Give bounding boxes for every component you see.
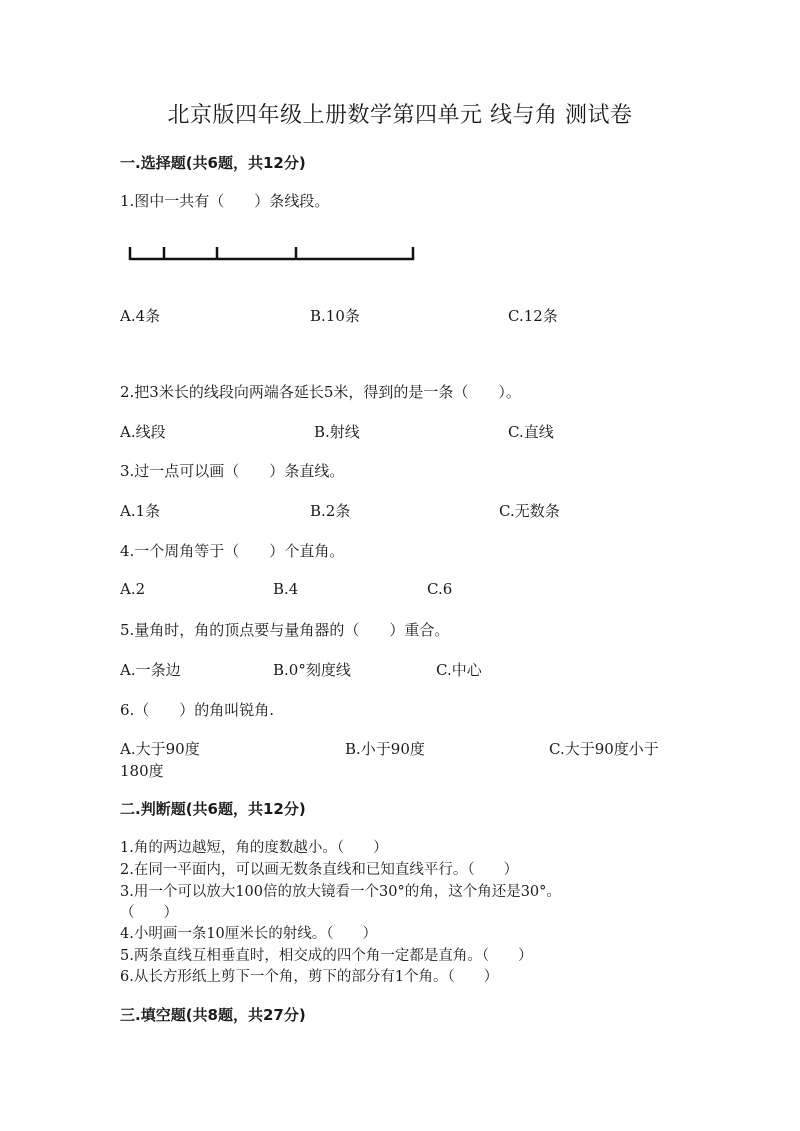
question-3: 3.过一点可以画（ ）条直线。 [120,462,345,480]
line-segment-figure [128,242,418,266]
judge-item-2: 2.在同一平面内，可以画无数条直线和已知直线平行。（ ） [120,862,519,878]
judge-item-3-bracket: （ ） [120,905,178,921]
q4-option-b[interactable]: B.4 [273,580,299,598]
q4-option-a[interactable]: A.2 [120,580,146,598]
section-heading-judge: 二.判断题(共6题，共12分) [120,800,306,818]
judge-item-1: 1.角的两边越短，角的度数越小。（ ） [120,840,388,856]
q3-option-c[interactable]: C.无数条 [499,502,560,520]
question-1: 1.图中一共有（ ）条线段。 [120,192,330,210]
q6-option-c-continued: 180度 [120,762,164,780]
judge-item-6: 6.从长方形纸上剪下一个角，剪下的部分有1个角。（ ） [120,969,499,985]
q1-option-c[interactable]: C.12条 [508,307,558,325]
q2-option-c[interactable]: C.直线 [508,423,554,441]
q3-option-a[interactable]: A.1条 [120,502,161,520]
section-heading-choice: 一.选择题(共6题，共12分) [120,154,306,172]
judge-item-3: 3.用一个可以放大100倍的放大镜看一个30°的角，这个角还是30°。 [120,884,561,900]
q2-option-b[interactable]: B.射线 [314,423,360,441]
q2-option-a[interactable]: A.线段 [120,423,166,441]
q3-option-b[interactable]: B.2条 [310,502,351,520]
q1-option-a[interactable]: A.4条 [120,307,161,325]
question-4: 4.一个周角等于（ ）个直角。 [120,542,345,560]
judge-item-5: 5.两条直线互相垂直时，相交成的四个角一定都是直角。（ ） [120,948,533,964]
judge-item-4: 4.小明画一条10厘米长的射线。（ ） [120,926,378,942]
q1-option-b[interactable]: B.10条 [310,307,360,325]
q4-option-c[interactable]: C.6 [427,580,453,598]
question-5: 5.量角时，角的顶点要与量角器的（ ）重合。 [120,621,450,639]
q5-option-a[interactable]: A.一条边 [120,661,181,679]
q6-option-b[interactable]: B.小于90度 [345,740,425,758]
q6-option-c[interactable]: C.大于90度小于 [549,740,659,758]
q6-option-a[interactable]: A.大于90度 [120,740,200,758]
question-6: 6.（ ）的角叫锐角. [120,701,275,719]
q5-option-b[interactable]: B.0°刻度线 [273,661,351,679]
page-title: 北京版四年级上册数学第四单元 线与角 测试卷 [167,103,633,128]
question-2: 2.把3米长的线段向两端各延长5米，得到的是一条（ ）。 [120,383,521,401]
section-heading-fill: 三.填空题(共8题，共27分) [120,1006,306,1024]
q5-option-c[interactable]: C.中心 [436,661,482,679]
